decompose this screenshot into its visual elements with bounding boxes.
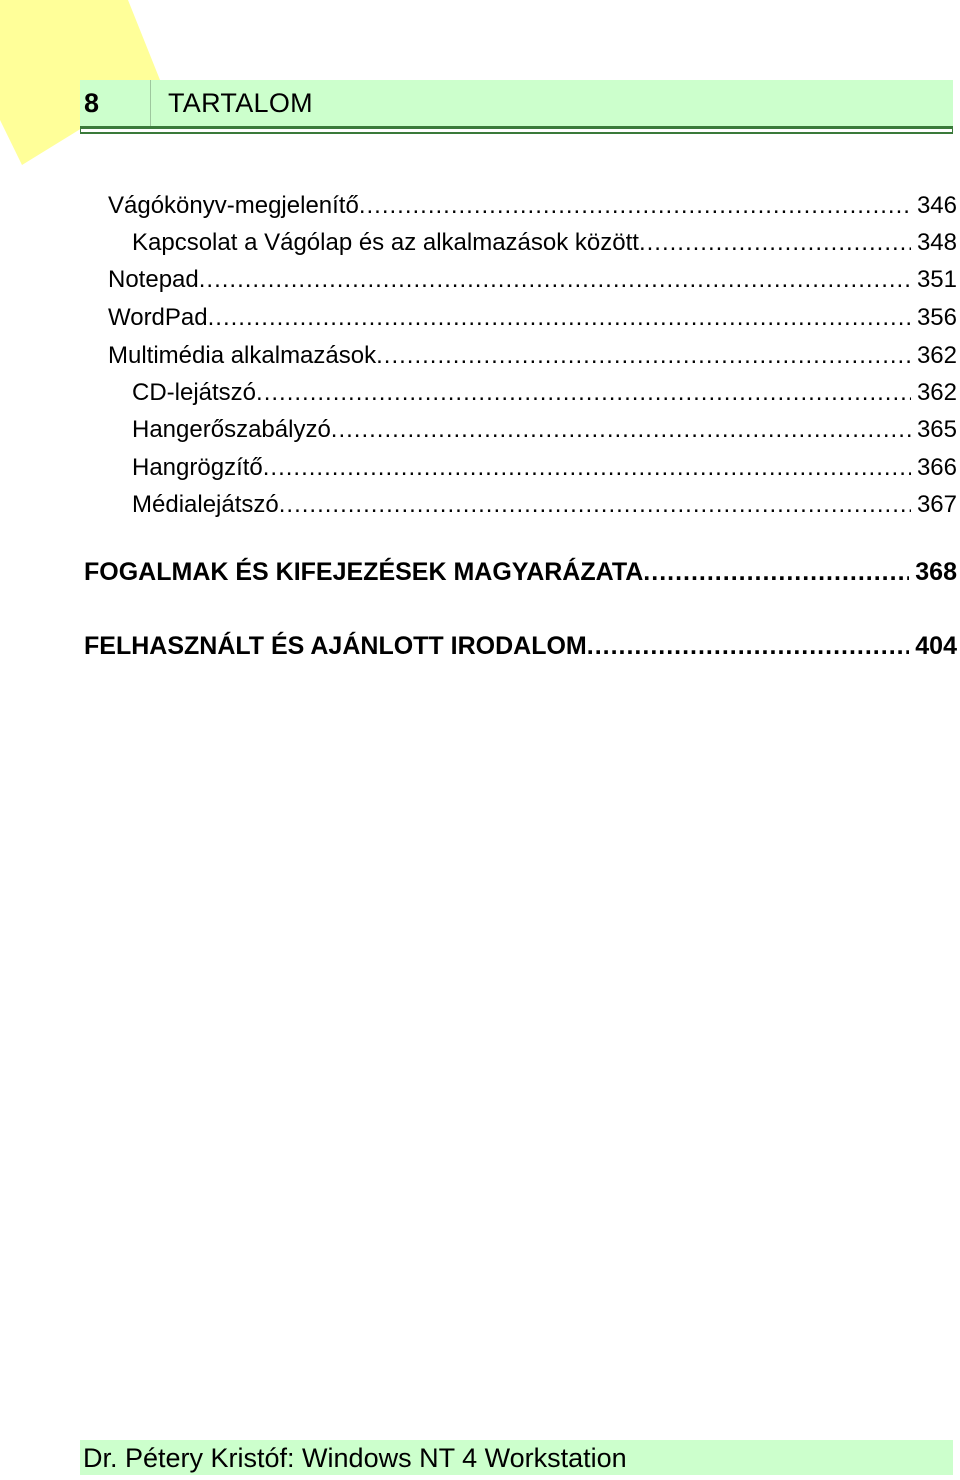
page-header xyxy=(80,80,953,129)
toc-leader-dots xyxy=(256,378,911,408)
toc-entry-page: 367 xyxy=(916,491,957,518)
toc-entry[interactable] xyxy=(108,191,957,221)
toc-leader-dots xyxy=(643,557,909,587)
toc-leader-dots xyxy=(359,191,911,221)
page-footer xyxy=(80,1440,953,1475)
footer-text: Dr. Pétery Kristóf: Windows NT 4 Workstation xyxy=(83,1443,627,1473)
toc-entry-page: 351 xyxy=(916,266,957,293)
toc-entry[interactable] xyxy=(132,378,957,408)
toc-entry-label: FOGALMAK ÉS KIFEJEZÉSEK MAGYARÁZATA xyxy=(84,558,644,586)
toc-leader-dots xyxy=(331,415,911,445)
toc-entry-label: Médialejátszó xyxy=(132,491,279,518)
toc-entry[interactable] xyxy=(108,303,957,333)
toc-entry[interactable] xyxy=(132,453,957,483)
toc-entry-label: Hangrögzítő xyxy=(132,454,263,481)
toc-leader-dots xyxy=(199,265,911,295)
toc-entry-label: Kapcsolat a Vágólap és az alkalmazások között xyxy=(132,229,639,256)
toc-entry-label: FELHASZNÁLT ÉS AJÁNLOTT IRODALOM xyxy=(84,632,587,660)
toc-entry-page: 404 xyxy=(915,632,957,660)
toc-leader-dots xyxy=(639,228,911,258)
toc-entry-label: Notepad xyxy=(108,266,199,293)
toc-entry-label: Multimédia alkalmazások xyxy=(108,342,377,369)
toc-entry[interactable] xyxy=(108,265,957,295)
toc-entry-label: WordPad xyxy=(108,304,208,331)
header-divider xyxy=(150,80,151,126)
toc-entry[interactable] xyxy=(132,415,957,445)
toc-entry-label: CD-lejátszó xyxy=(132,379,257,406)
toc-entry-page: 362 xyxy=(916,342,957,369)
toc-leader-dots xyxy=(263,453,911,483)
toc-entry[interactable] xyxy=(132,490,957,520)
toc-entry-label: Hangerőszabályzó xyxy=(132,416,331,443)
toc-entry-page: 356 xyxy=(916,304,957,331)
toc-entry-major[interactable] xyxy=(84,631,957,661)
toc-leader-dots xyxy=(587,631,910,661)
toc-entry-page: 366 xyxy=(916,454,957,481)
toc-entry-label: Vágókönyv-megjelenítő xyxy=(108,192,359,219)
page-number: 8 xyxy=(84,88,100,118)
toc-entry-page: 362 xyxy=(916,379,957,406)
toc-entry[interactable] xyxy=(108,341,957,371)
toc-leader-dots xyxy=(376,341,911,371)
toc-entry-page: 365 xyxy=(916,416,957,443)
toc-entry-major[interactable] xyxy=(84,557,957,587)
toc-leader-dots xyxy=(279,490,911,520)
toc-leader-dots xyxy=(208,303,911,333)
chapter-title: TARTALOM xyxy=(168,88,313,118)
toc-entry-page: 368 xyxy=(915,558,957,586)
toc-entry-page: 346 xyxy=(916,192,957,219)
toc-entry-page: 348 xyxy=(916,229,957,256)
toc-entry[interactable] xyxy=(132,228,957,258)
